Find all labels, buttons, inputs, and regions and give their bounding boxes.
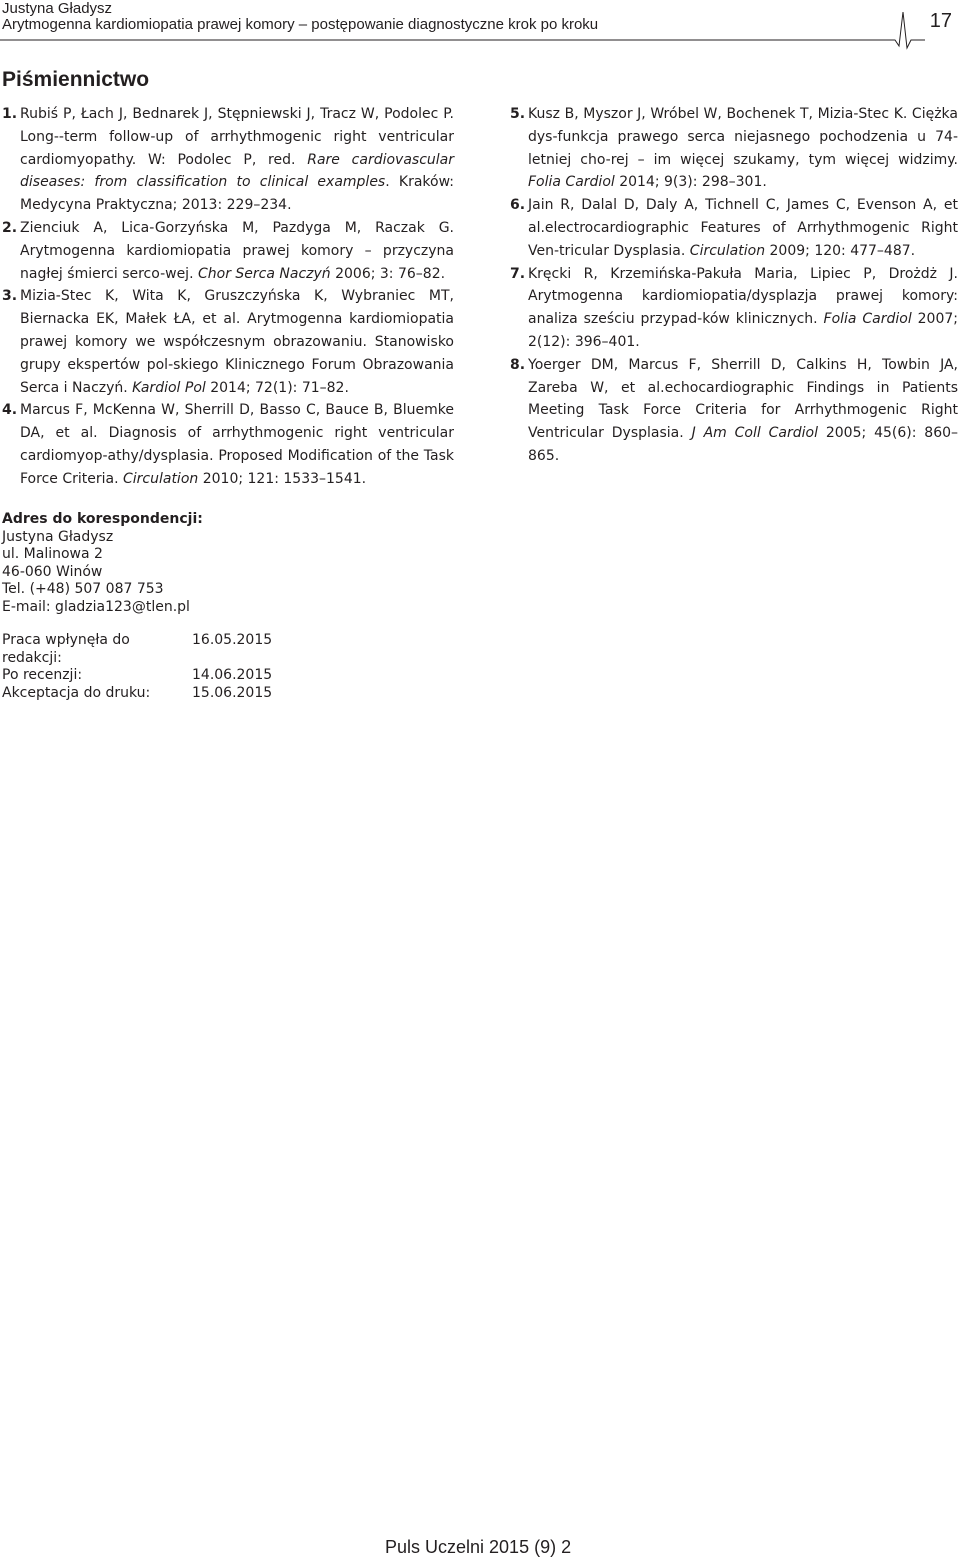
reference-segment: 2007; 2(12): 396–401. [528, 311, 958, 350]
reference-item [510, 354, 958, 468]
reference-segment: 2009; 120: 477–487. [765, 242, 916, 259]
reference-item [2, 399, 454, 490]
reference-text [528, 263, 958, 354]
reference-text [20, 285, 454, 399]
page-number: 17 [929, 10, 952, 32]
reference-segment: . Kraków: Medycyna Praktyczna; 2013: 229–234. [20, 174, 454, 214]
reference-segment: Rubiś P, Łach J, Bednarek J, Stępniewski J, Tracz W, Podolec P. Long--term follow-up of arrhythmogenic right ventricular cardiomyopathy. W: Podolec P, red. [20, 106, 454, 168]
reference-segment: Zienciuk A, Lica-Gorzyńska M, Pazdyga M, Raczak G. Arytmogenna kardiomiopatia prawej komory – przyczyna nagłej śmierci serco-wej. [20, 219, 454, 282]
section-title: Piśmiennictwo [2, 68, 150, 91]
reference-number: 8. [510, 356, 526, 373]
reference-journal: Rare cardiovascular diseases: from classification to clinical examples [20, 151, 454, 191]
reference-text [528, 354, 958, 468]
correspondence-line: Tel. (+48) 507 087 753 [2, 581, 164, 597]
header-author: Justyna Gładysz [2, 0, 113, 17]
heartbeat-line-icon [0, 0, 960, 60]
reference-segment: 2014; 72(1): 71–82. [205, 379, 349, 396]
reference-item [2, 285, 454, 399]
date-label: Praca wpłynęła do redakcji: [2, 632, 130, 666]
reference-number: 5. [510, 106, 526, 122]
footer-journal: Puls Uczelni 2015 (9) 2 [385, 1537, 572, 1557]
correspondence-block [2, 511, 203, 616]
reference-segment: 2014; 9(3): 298–301. [614, 174, 767, 191]
reference-journal: Circulation [122, 470, 199, 487]
reference-segment: Kusz B, Myszor J, Wróbel W, Bochenek T, Mizia-Stec K. Ciężka dys-funkcja prawego serca niejasnego pochodzenia u 74-letniej cho-rej – im więcej szukamy, tym więcej widzimy. [528, 106, 958, 168]
reference-text [20, 217, 454, 285]
reference-number: 6. [510, 197, 526, 214]
reference-item [2, 103, 454, 217]
reference-segment: Yoerger DM, Marcus F, Sherrill D, Calkins H, Towbin JA, Zareba W, et al.echocardiographic Findings in Patients Meeting Task Force Criteria for Arrhythmogenic Right Ventricular Dysplasia. [528, 356, 958, 442]
correspondence-line: Justyna Gładysz [2, 528, 114, 545]
reference-journal: Folia Cardiol [528, 174, 615, 191]
date-label: Akceptacja do druku: [2, 684, 151, 701]
reference-journal: J Am Coll Cardiol [691, 425, 818, 442]
date-value: 15.06.2015 [192, 684, 273, 701]
reference-number: 7. [510, 265, 526, 282]
reference-segment: Jain R, Dalal D, Daly A, Tichnell C, James C, Evenson A, et al.electrocardiographic Features of Arrhythmogenic Right Ven-tricular Dysplasia. [528, 197, 958, 259]
reference-item [510, 103, 958, 194]
reference-text [528, 103, 958, 194]
reference-journal: Folia Cardiol [823, 311, 912, 328]
correspondence-email: E-mail: gladzia123@tlen.pl [2, 598, 190, 615]
date-label: Po recenzji: [2, 667, 83, 683]
reference-number: 2. [2, 219, 18, 236]
reference-item [510, 263, 958, 354]
reference-journal: Circulation [689, 242, 766, 259]
reference-segment: 2005; 45(6): 860–865. [528, 425, 959, 464]
reference-text [528, 194, 958, 262]
date-value: 16.05.2015 [192, 632, 273, 648]
correspondence-label: Adres do korespondencji: [2, 511, 203, 527]
date-row [2, 685, 272, 703]
correspondence-line: 46-060 Winów [2, 563, 103, 580]
reference-text [20, 399, 454, 490]
references-right-column [510, 103, 958, 468]
reference-journal: Chor Serca Naczyń [197, 265, 331, 282]
references-left-column [2, 103, 454, 491]
reference-segment: Marcus F, McKenna W, Sherrill D, Basso C, Bauce B, Bluemke DA, et al. Diagnosis of arrhythmogenic right ventricular cardiomyop-athy/dysplasia. Proposed Modification of the Task Force Criteria. [20, 402, 454, 487]
reference-number: 4. [2, 402, 18, 419]
header-title: Arytmogenna kardiomiopatia prawej komory – postępowanie diagnostyczne krok po kroku [2, 16, 599, 33]
reference-segment: 2006; 3: 76–82. [330, 265, 446, 282]
reference-item [2, 217, 454, 285]
reference-text [20, 103, 454, 217]
reference-segment: Mizia-Stec K, Wita K, Gruszczyńska K, Wybraniec MT, Biernacka EK, Małek ŁA, et al. Arytmogenna kardiomiopatia prawej komory we współczesnym obrazowaniu. Stanowisko grupy ekspertów pol-skiego Klinicznego Forum Obrazowania Serca i Naczyń. [20, 288, 454, 396]
date-row [2, 667, 272, 685]
correspondence-line: ul. Malinowa 2 [2, 546, 103, 562]
reference-number: 3. [2, 288, 18, 305]
page-header [0, 0, 960, 60]
date-value: 14.06.2015 [192, 667, 273, 683]
reference-item [510, 194, 958, 262]
reference-segment: 2010; 121: 1533–1541. [198, 470, 367, 487]
reference-number: 1. [2, 106, 18, 122]
reference-segment: Kręcki R, Krzemińska-Pakuła Maria, Lipiec P, Drożdż J. Arytmogenna kardiomiopatia/dysplazja prawej komory: analiza sześciu przypad-ków klinicznych. [528, 265, 958, 328]
reference-journal: Kardiol Pol [132, 379, 206, 396]
date-row [2, 632, 272, 667]
publication-dates [2, 632, 272, 702]
